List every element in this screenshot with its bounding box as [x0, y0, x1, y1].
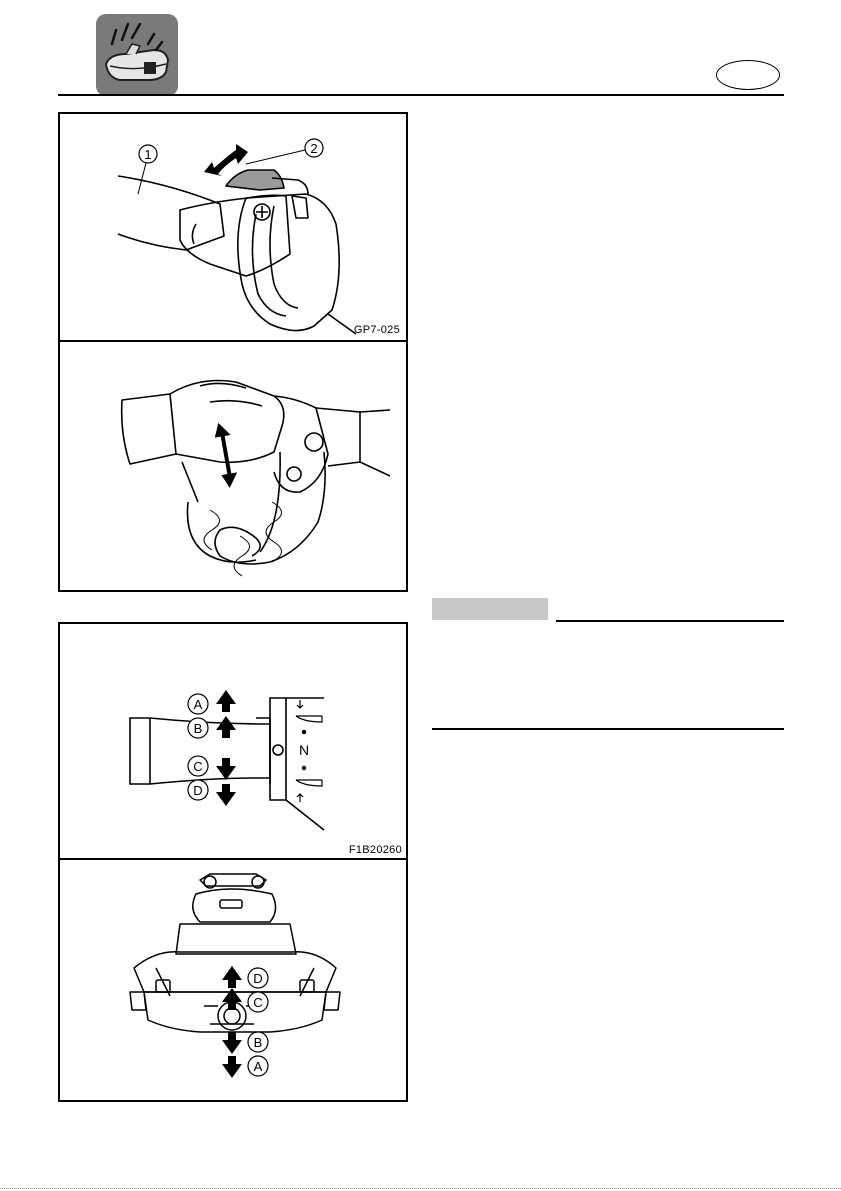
header-icon-badge [96, 14, 178, 96]
neutral-label: N [298, 742, 310, 758]
jet-ski-icon [96, 14, 178, 96]
header-rule [58, 94, 784, 96]
reverse-boat-icon [296, 780, 322, 786]
watercraft-rear-illustration [60, 860, 406, 1100]
note-heading-rule [556, 620, 784, 622]
shift-position-diagram [60, 624, 406, 858]
language-badge [716, 60, 780, 90]
shift-scale [296, 700, 322, 802]
rear-label-b: B [253, 1035, 263, 1050]
note-heading-box [432, 598, 548, 620]
figure-code-f1b: F1B20260 [348, 844, 402, 856]
rear-label-c: C [253, 995, 263, 1010]
hand-on-shift-grip-illustration [60, 342, 406, 590]
position-labels [188, 694, 208, 800]
shift-grip-panel [60, 342, 406, 590]
page-bottom-edge [0, 1188, 841, 1189]
steering-arrows [222, 966, 242, 1078]
callout-2 [246, 139, 323, 164]
figure-code-gp7: GP7-025 [353, 324, 400, 336]
watercraft-rear-panel [60, 860, 406, 1100]
forward-boat-icon [296, 716, 322, 722]
figure-box-shift-positions [58, 622, 408, 1102]
throttle-lever-panel [60, 114, 406, 340]
position-label-d: D [193, 783, 203, 798]
rear-position-labels [248, 968, 268, 1076]
position-label-c: C [193, 759, 203, 774]
callout-2-label: 2 [310, 141, 318, 156]
rear-label-a: A [253, 1059, 263, 1074]
throttle-lever-illustration [60, 114, 406, 340]
shift-diagram-panel [60, 624, 406, 858]
callout-1 [138, 145, 157, 194]
callout-1-label: 1 [144, 147, 152, 162]
shift-up-arrows [216, 690, 236, 738]
shift-down-arrows [216, 758, 236, 806]
note-bottom-rule [432, 728, 784, 730]
position-label-a: A [193, 697, 203, 712]
rear-label-d: D [253, 971, 263, 986]
figure-box-throttle [58, 112, 408, 592]
position-label-b: B [193, 721, 203, 736]
